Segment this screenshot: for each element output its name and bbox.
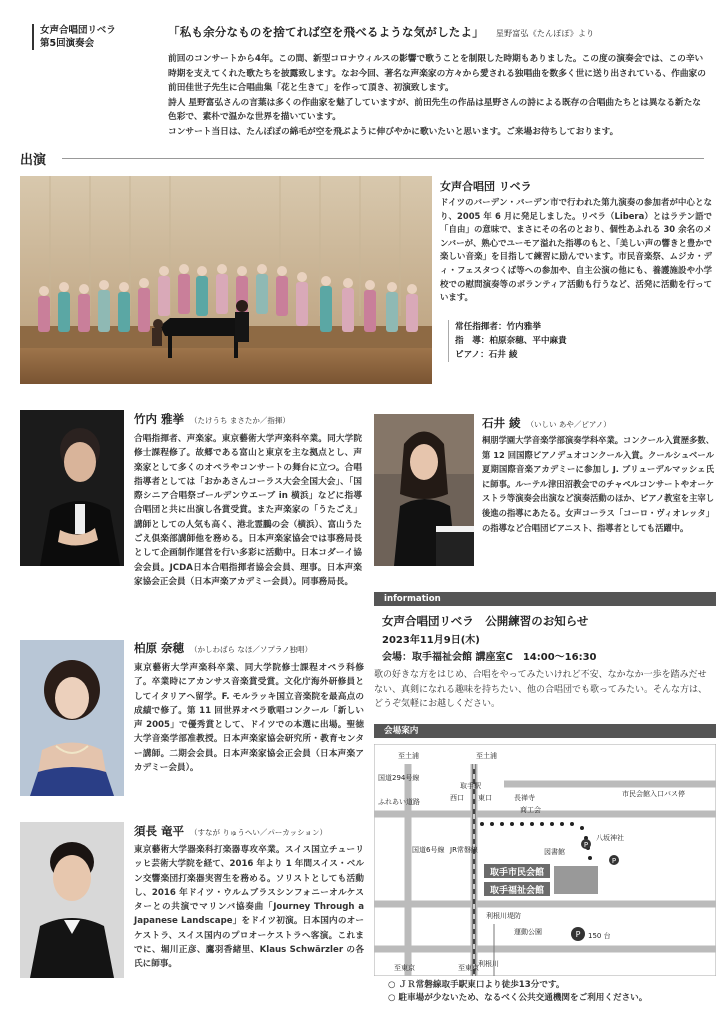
performer-name: 竹内 雅挙 (134, 412, 185, 426)
performer-name: 柏原 奈穂 (134, 641, 185, 655)
section-title: 出演 (20, 153, 47, 168)
map-label-undo-koen: 運動公園 (514, 928, 542, 936)
performer-photo-takeuchi (20, 410, 124, 566)
quote-text: 「私も余分なものを捨てれば空を飛べるような気がしたよ」 (168, 25, 484, 39)
parking-icon (581, 839, 591, 849)
map-label-yasaka: 八坂神社 (596, 834, 624, 842)
access-note: ○ 駐車場が少ないため、なるべく公共交通機関をご利用ください。 (388, 993, 648, 1003)
information-venue: 会場：取手福祉会館 講座室C 14:00〜16:30 (382, 652, 597, 663)
map-label-kokudo294: 国道294号線 (378, 774, 420, 782)
performer-reading: （たけうち まさたか／指揮） (190, 416, 290, 425)
map-label-toride-eki: 取手駅 (460, 782, 481, 790)
map-label-shitokyo-1: 至東京 (394, 964, 415, 972)
performer-name: 石井 綾 (482, 416, 521, 430)
parking-icon (609, 855, 619, 865)
choir-photo (20, 176, 432, 384)
information-text: 歌の好きな方をはじめ、合唱をやってみたいけれど不安、なかなか一歩を踏みだせない、真剣になれる趣味を持ちたい、他の合唱団でも歌ってみたい。そんな方は、どうぞ気軽にお越しください。 (374, 670, 708, 709)
information-bar: information (374, 592, 716, 606)
map-label-shimin-kaikan: 取手市民会館 (489, 868, 545, 878)
access-notes (388, 979, 647, 1005)
information-date: 2023年11月9日(木) (382, 635, 480, 646)
map-label-fureai: ふれあい道路 (378, 798, 420, 806)
map-label-shitoura-2: 至土浦 (476, 752, 497, 760)
map-label-parking: 150 台 (588, 932, 611, 940)
group-name: 女声合唱団 リベラ (440, 180, 532, 193)
map-bar: 会場案内 (374, 724, 716, 738)
performer-bio-sunaga: 東京藝術大学器楽科打楽器専攻卒業。スイス国立チューリッヒ芸術大学院を経て、2016 年より 1 年間スイス・ベルン交響楽団打楽器実習生を務める。ソリストとしても活動し、2016 年ドイツ・ウルムブラスシンフォニーオルケスターとの共演でマリンバ協奏曲「Journey Through a Japanese Landscape」をドイツ初演。日本国内のオーケストラ、スイス国内のプロオーケストラへ客演。これまでに、堀川正彦、鷹羽香緒里、Klaus Schwärzler の各氏に師事。 (134, 845, 364, 970)
performer-photo-sunaga (20, 822, 124, 978)
section-divider (62, 158, 704, 159)
map-label-bus-stop: 市民会館入口バス停 (622, 790, 685, 798)
map-label-choshoji: 長禅寺 (514, 794, 535, 802)
staff-conductor: 常任指揮者：竹内雅挙 (455, 322, 541, 332)
performer-reading: （かしわばら なほ／ソプラノ独唱） (190, 645, 313, 654)
group-staff (448, 320, 567, 362)
quote-source: 星野富弘《たんぽぽ》より (495, 29, 595, 38)
staff-pianist: ピアノ：石井 綾 (455, 350, 518, 360)
quote (168, 24, 708, 40)
performer-name-takeuchi (134, 411, 290, 427)
performer-photo-kashiwabara (20, 640, 124, 796)
intro-paragraph: 詩人 星野富弘さんの言葉は多くの作曲家を魅了していますが、前田先生の作品は星野さんの詩による既存の合唱曲たちとは異なる新たな色彩で、素朴で温かな世界を描いています。 (168, 97, 701, 122)
performer-reading: （いしい あや／ピアノ） (526, 420, 611, 429)
map-label-kanjo: 国道6号線 (412, 846, 445, 854)
map-label-tonegawa: 利根川 (478, 960, 499, 968)
parking-p: P (583, 841, 589, 849)
performer-reading: （すなが りゅうへい／パーカッション） (190, 828, 328, 837)
map-label-shitokyo-2: 至東京 (458, 964, 479, 972)
parking-icon (571, 927, 585, 941)
intro-paragraph: コンサート当日は、たんぽぽの綿毛が空を飛ぶように伸びやかに歌いたいと思います。ご来場お待ちしております。 (168, 126, 619, 137)
intro-paragraph: 前回のコンサートから4年。この間、新型コロナウィルスの影響で歌うことを制限した時期もありました。この度の演奏会では、この辛い時期を支えてくれた歌たちを披露致します。なお今回、著名な声楽家の方々から愛される独唱曲を数多く世に送り出されている、作曲家の前田佳世子先生に合唱曲集「花と生きて」を作って頂き、初演致します。 (168, 54, 706, 93)
map-label-higashiguchi: 東口 (478, 794, 492, 802)
performer-name-sunaga (134, 823, 327, 839)
map-label-tonegawa-teibo: 利根川堤防 (486, 912, 521, 920)
map-label-nishiguchi: 西口 (450, 794, 464, 802)
parking-p: P (611, 857, 617, 865)
event-title-block (32, 24, 155, 50)
staff-instructors: 指 導：柏原奈穂、平中麻貴 (455, 336, 567, 346)
org-name: 女声合唱団リベラ (40, 25, 116, 36)
performer-name-ishii (482, 415, 611, 431)
access-note: ○ ＪＲ常磐線取手駅東口より徒歩13分です。 (388, 980, 565, 990)
performer-name-kashiwabara (134, 640, 312, 656)
map-label-shitoura-1: 至土浦 (398, 752, 419, 760)
map-label-shokokai: 商工会 (520, 806, 541, 814)
information-title: 女声合唱団リベラ 公開練習のお知らせ (382, 614, 589, 628)
performer-bio-ishii: 桐朋学園大学音楽学部演奏学科卒業。コンクール入賞歴多数、第 12 回国際ピアノデュオコンクール入賞。クールシュベール夏期国際音楽アカデミーに参加し J. ブリューデルマッシェ氏に師事。ルーテル津田沼教会でのチャペルコンサートやオーケストラ等演奏会出演など演奏活動のほか、ピアノ教室を主宰し後進の指導にあたる。女声コーラス「コーロ・ヴィオレッタ」の指導など合唱団ピアニスト、指導者としても活躍中。 (482, 435, 714, 533)
concert-number: 第5回演奏会 (40, 38, 95, 49)
performer-bio-kashiwabara: 東京藝術大学声楽科卒業、同大学院修士課程オペラ科修了。卒業時にアカンサス音楽賞受賞。文化庁海外研修員としてイタリアへ留学。F. モルラッキ国立音楽院を最高点の成績で修了。第 11 回世界オペラ歌唱コンクール「新しい声 2005」で優秀賞として、ドイツでの本選に出場。聖徳大学音楽学部准教授。日本声楽家協会研究所・教育センター講師。二期会会員。日本声楽家協会正会員（日本声楽アカデミー会員）。 (134, 663, 364, 774)
map-label-toshokan: 図書館 (544, 848, 565, 856)
group-description: ドイツのバーデン・バーデン市で行われた第九演奏の参加者が中心となり、2005 年 6 月に発足しました。リベラ（Libera）とはラテン語で「自由」の意味で、まさにその名のとおり、個性あふれる 30 余名のメンバーが、熟心でユーモア溢れた指導のもと、「美しい声の響きと豊かで楽しい音楽」を目指して練習に励んでいます。市民音楽祭、ムジカ・ディ・フェスタつくば等への参加や、自主公演の他にも、養護施設や小学校での慰問演奏等のボランティア活動も行うなど、活発に活動を行っています。 (440, 197, 712, 303)
venue-map (374, 744, 716, 976)
performer-photo-ishii (374, 414, 474, 566)
map-label-joban: JR常磐線 (450, 846, 478, 854)
performer-bio-takeuchi: 合唱指揮者、声楽家。東京藝術大学声楽科卒業。同大学院修士課程修了。故郷である富山と東京を主な拠点とし、声楽家として多くのオペラやコンサートの舞台に立つ。合唱指導者としては「おかあさんコーラス大会全国大会」、「国際シニア合唱祭ゴールデンウエーブ in 横浜」などに指導合唱団と共に出演し各賞受賞。また声楽家の「うたごえ」講師としての人気も高く、港北霊鵬の会（横浜）、富山うたごえ倶楽部講師他を務める。日本声楽家協会では事務局長として企画制作運営を行い多彩に活動中。日本コダーイ協会会員。JCDA日本合唱指揮者協会会員、理事。日本声楽家協会正会員（日本声楽アカデミー会員）。同事務局長。 (134, 434, 362, 587)
intro-text (168, 52, 708, 139)
map-label-fukushi-kaikan: 取手福祉会館 (489, 886, 545, 896)
parking-p: P (575, 930, 581, 939)
performer-name: 須長 竜平 (134, 824, 185, 838)
